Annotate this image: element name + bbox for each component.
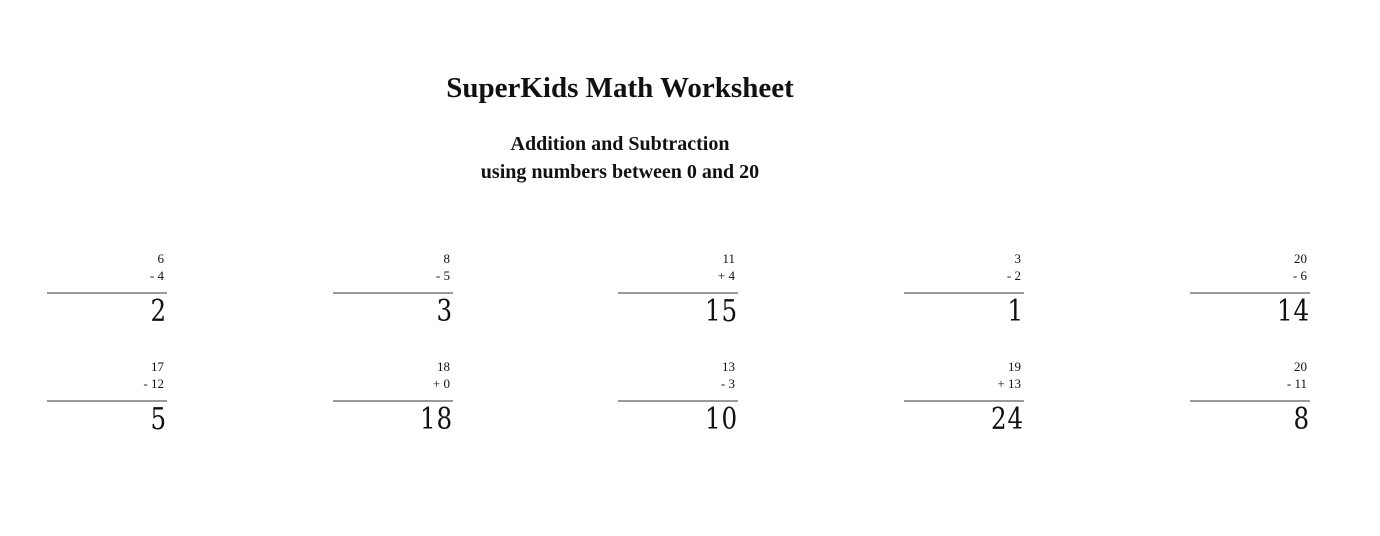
problem-r2-c4 [904,358,1024,437]
top-operand: 3 [1014,251,1021,266]
problem-r2-c5 [1190,358,1310,437]
handwritten-answer: 8 [1293,402,1310,437]
handwritten-answer: 1 [1007,294,1024,329]
handwritten-answer: 5 [150,402,167,437]
handwritten-answer: 18 [420,402,453,437]
problem-r2-c2 [333,358,453,437]
answer-line [333,292,453,294]
handwritten-answer: 14 [1277,294,1310,329]
handwritten-answer: 10 [705,402,738,437]
handwritten-answer: 3 [436,294,453,329]
subtitle-line-1: Addition and Subtraction [510,133,730,155]
problem-r1-c3 [618,250,738,329]
bottom-operand: - 12 [143,376,164,391]
top-operand: 19 [1008,359,1021,374]
bottom-operand: + 4 [717,268,735,283]
bottom-operand: - 11 [1286,376,1307,391]
answer-line [904,292,1024,294]
bottom-operand: + 13 [997,376,1021,391]
bottom-operand: - 5 [435,268,450,283]
problem-r1-c1 [47,250,167,329]
top-operand: 17 [151,359,164,374]
bottom-operand: - 3 [720,376,735,391]
worksheet-title: SuperKids Math Worksheet [446,72,794,104]
answer-line [47,400,167,402]
top-operand: 20 [1294,251,1307,266]
top-operand: 18 [437,359,450,374]
answer-line [1190,400,1310,402]
problem-r2-c1 [47,358,167,437]
bottom-operand: - 2 [1006,268,1021,283]
subtitle-line-2: using numbers between 0 and 20 [480,161,760,183]
handwritten-answer: 24 [991,402,1024,437]
problem-r1-c4 [904,250,1024,329]
bottom-operand: - 6 [1292,268,1307,283]
top-operand: 8 [443,251,450,266]
handwritten-answer: 2 [150,294,167,329]
problem-r1-c2 [333,250,453,329]
handwritten-answer: 15 [705,294,738,329]
top-operand: 11 [722,251,735,266]
top-operand: 20 [1294,359,1307,374]
bottom-operand: - 4 [149,268,164,283]
answer-line [47,292,167,294]
problem-r1-c5 [1190,250,1310,329]
top-operand: 6 [157,251,164,266]
worksheet-subtitle [0,130,1240,186]
problem-r2-c3 [618,358,738,437]
top-operand: 13 [722,359,735,374]
bottom-operand: + 0 [432,376,450,391]
